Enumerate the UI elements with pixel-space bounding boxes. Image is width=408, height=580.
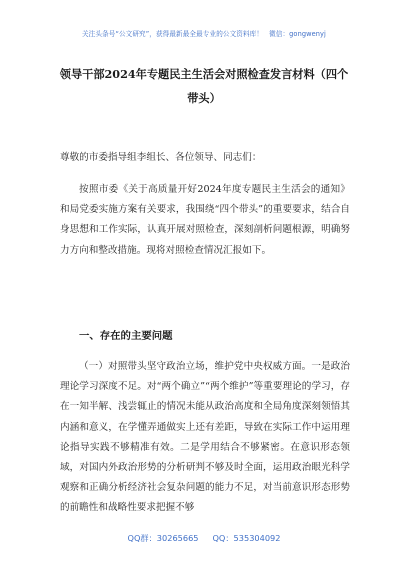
document-title: 领导干部2024年专题民主生活会对照检查发言材料（四个带头） <box>59 67 349 105</box>
intro-paragraph: 按照市委《关于高质量开好2024年度专题民主生活会的通知》和局党委实施方案有关要求，我围绕“四个带头”的重要要求，结合自身思想和工作实际，认真开展对照检查，深刻剖析问题根源，明确努力方向和整改措施。现将对照检查情况汇报如下。 <box>60 184 350 256</box>
header-wechat: 微信：gongwenyj <box>269 30 326 38</box>
header-notice: 关注头条号“公文研究”，获得最新最全最专业的公文资料库！ <box>81 30 264 38</box>
header-banner <box>0 28 408 38</box>
section-heading: 一、存在的主要问题 <box>79 330 173 342</box>
footer-qq: QQ：535304092 <box>212 533 281 543</box>
salutation: 尊敬的市委指导组李组长、各位领导、同志们： <box>60 152 262 163</box>
section-body-paragraph: （一）对照带头坚守政治立场，维护党中央权威方面。一是政治理论学习深度不足。对“两个确立”“两个维护”等重要理论的学习，存在一知半解、浅尝辄止的情况未能从政治高度和全局角度深刻领悟其内涵和意义，在学懂弄通做实上还有差距，导致在实际工作中运用理论指导实践不够精准有效。二是学用结合不够紧密。在意识形态领域，对国内外政治形势的分析研判不够及时全面，运用政治眼光科学观察和正确分析经济社会复杂问题的能力不足，对当前意识形态形势的前瞻性和战略性要求把握不够 <box>60 361 350 514</box>
footer-contact <box>0 533 408 544</box>
footer-qq-group: QQ群：30265665 <box>127 533 199 543</box>
